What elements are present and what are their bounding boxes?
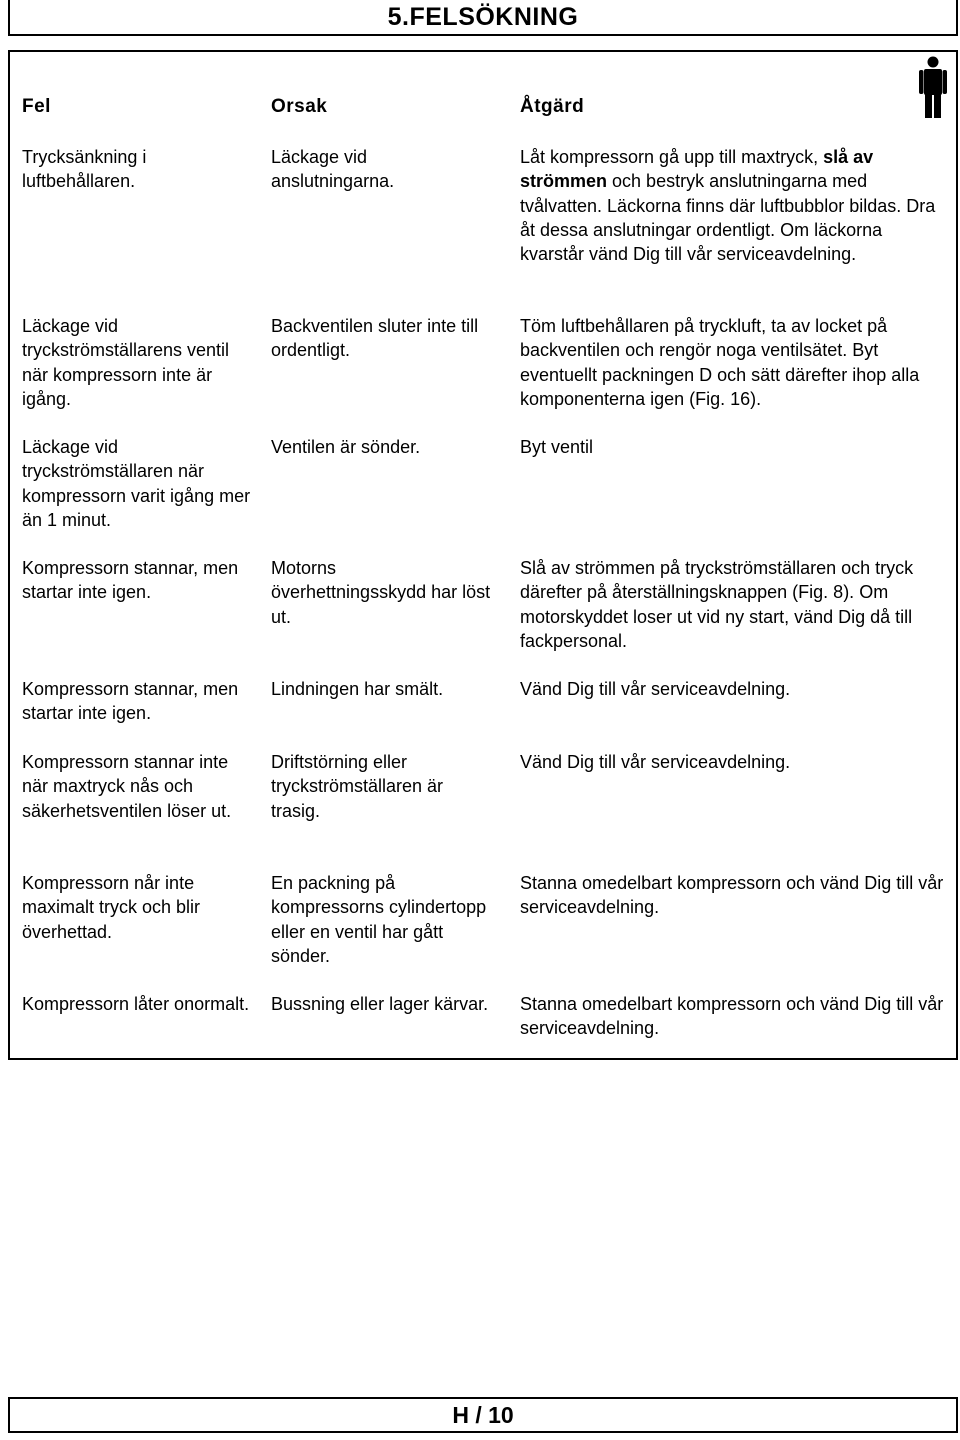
orsak-cell: En packning på kompressorns cylindertopp eller en ventil har gått sönder. [271,873,487,966]
atgard-cell: Stanna omedelbart kompressorn och vänd Dig till vår serviceavdelning. [520,994,944,1039]
atgard-cell: Vänd Dig till vår serviceavdelning. [520,679,791,699]
atgard-cell: Slå av strömmen på tryckströmställaren och tryck därefter på återställningsknappen (Fig. 8). Om motorskyddet loser ut vid ny start, vänd Dig då till fackpersonal. [520,558,914,651]
fel-cell: Kompressorn låter onormalt. [22,994,250,1014]
page-number: H / 10 [8,1397,958,1433]
atgard-cell: Töm luftbehållaren på tryckluft, ta av locket på backventilen och rengör noga ventilsätet. Byt eventuellt packningen D och sätt därefter ihop alla komponenterna igen (Fig. 16). [520,316,920,409]
orsak-cell: Bussning eller lager kärvar. [271,994,489,1014]
fel-cell: Kompressorn stannar inte när maxtryck nås och säkerhetsventilen löser ut. [22,752,232,821]
column-header-atgard: Åtgärd [520,96,585,117]
atgard-cell [520,145,945,266]
orsak-cell: Läckage vid anslutningarna. [271,147,395,192]
orsak-cell: Motorns överhettningsskydd har löst ut. [271,558,491,627]
fel-cell: Trycksänkning i luftbehållaren. [22,147,147,192]
atgard-cell: Byt ventil [520,437,594,457]
person-icon [918,56,948,118]
orsak-cell: Lindningen har smält. [271,679,444,699]
fel-cell: Kompressorn stannar, men startar inte igen. [22,558,239,603]
fel-cell: Kompressorn når inte maximalt tryck och blir överhettad. [22,873,201,942]
atgard-text: och bestryk anslutningarna med tvålvatten. Läckorna finns där luftbubblor bildas. Dra åt dessa anslutningar ordentligt. Om läckorna kvarstår vänd Dig till vår serviceavdelning. [520,171,936,265]
fel-cell: Kompressorn stannar, men startar inte igen. [22,679,239,724]
fel-cell: Läckage vid tryckströmställarens ventil när kompressorn inte är igång. [22,316,230,409]
atgard-bold-text: slå av strömmen [520,147,874,192]
page-title: 5.FELSÖKNING [8,0,958,36]
orsak-cell: Ventilen är sönder. [271,437,421,457]
atgard-cell: Vänd Dig till vår serviceavdelning. [520,752,791,772]
orsak-cell: Backventilen sluter inte till ordentligt. [271,316,479,361]
orsak-cell: Driftstörning eller tryckströmställaren är trasig. [271,752,444,821]
atgard-text: Låt kompressorn gå upp till maxtryck, [520,147,824,167]
fel-cell: Läckage vid tryckströmställaren när kompressorn varit igång mer än 1 minut. [22,437,251,530]
column-header-fel: Fel [22,96,51,117]
column-header-orsak: Orsak [271,96,328,117]
atgard-cell: Stanna omedelbart kompressorn och vänd Dig till vår serviceavdelning. [520,873,944,918]
